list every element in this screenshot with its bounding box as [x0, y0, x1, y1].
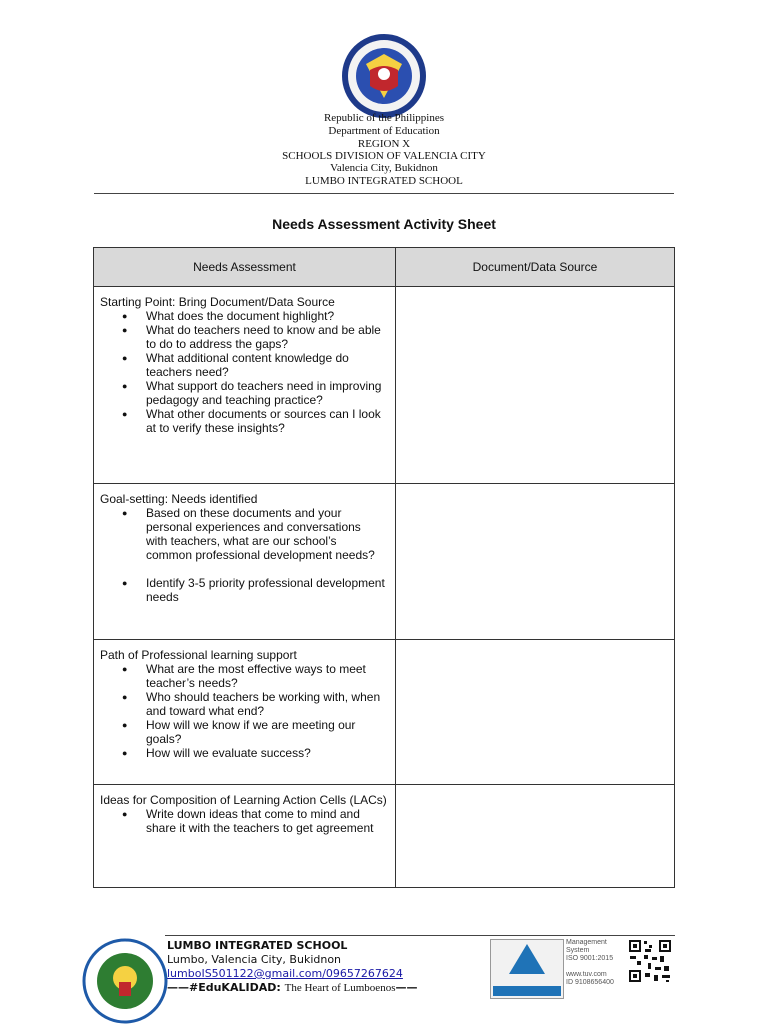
column-header-source: Document/Data Source — [396, 248, 675, 287]
header-division: SCHOOLS DIVISION OF VALENCIA CITY — [282, 150, 486, 162]
row-title: Starting Point: Bring Document/Data Source — [100, 295, 335, 309]
header-school: LUMBO INTEGRATED SCHOOL — [305, 175, 463, 187]
table-row — [94, 640, 675, 785]
list-item: ● What do teachers need to know and be able to do to address the gaps? — [146, 323, 389, 351]
data-source-cell[interactable] — [396, 287, 675, 484]
data-source-cell[interactable] — [396, 484, 675, 640]
needs-cell — [94, 785, 396, 888]
tuv-certification-logo — [490, 939, 564, 999]
row-title: Path of Professional learning support — [100, 648, 297, 662]
column-header-needs: Needs Assessment — [94, 248, 396, 287]
page-title: Needs Assessment Activity Sheet — [272, 216, 496, 232]
qr-code-icon — [628, 939, 672, 983]
header-divider — [94, 193, 674, 194]
tuv-triangle-icon — [509, 944, 545, 974]
footer-address: Lumbo, Valencia City, Bukidnon — [167, 953, 342, 966]
question-list — [100, 506, 389, 562]
school-logo-icon — [82, 938, 168, 1024]
cert-line: ISO 9001:2015 — [566, 955, 614, 962]
needs-assessment-table — [93, 247, 675, 888]
list-item: ● What additional content knowledge do teachers need? — [146, 351, 389, 379]
header-city: Valencia City, Bukidnon — [330, 162, 438, 174]
list-item: ● Identify 3-5 priority professional development needs — [146, 576, 389, 604]
header-department: Department of Education — [328, 125, 440, 137]
question-list — [100, 576, 389, 604]
motto-text: The Heart of Lumboenos — [284, 982, 396, 994]
deped-seal-icon — [340, 32, 428, 120]
list-item: ● Who should teachers be working with, when and toward what end? — [146, 690, 389, 718]
footer-contact-block — [167, 939, 417, 995]
footer-school-name: LUMBO INTEGRATED SCHOOL — [167, 939, 348, 952]
row-title: Goal-setting: Needs identified — [100, 492, 258, 506]
table-row — [94, 484, 675, 640]
list-item: ● What support do teachers need in improving pedagogy and teaching practice? — [146, 379, 389, 407]
list-item: ● How will we know if we are meeting our goals? — [146, 718, 389, 746]
needs-cell — [94, 287, 396, 484]
cert-line: www.tuv.com — [566, 971, 607, 978]
needs-cell — [94, 640, 396, 785]
table-row — [94, 287, 675, 484]
header-region: REGION X — [357, 138, 411, 150]
needs-cell — [94, 484, 396, 640]
table-header-row — [94, 248, 675, 287]
header-republic: Republic of the Philippines — [323, 112, 445, 124]
data-source-cell[interactable] — [396, 785, 675, 888]
footer-contact-link[interactable]: lumboIS501122@gmail.com/09657267624 — [167, 967, 403, 980]
list-item: ● What other documents or sources can I look at to verify these insights? — [146, 407, 389, 435]
row-title: Ideas for Composition of Learning Action Cells (LACs) — [100, 793, 387, 807]
cert-line: System — [566, 947, 590, 954]
footer-divider — [165, 935, 675, 936]
table-row — [94, 785, 675, 888]
iso-certification-text — [566, 939, 614, 987]
cert-line: Management — [566, 939, 607, 946]
tuv-certified-bar — [493, 986, 561, 996]
cert-line: ID 9108656400 — [566, 979, 614, 986]
list-item: ● What does the document highlight? — [146, 309, 389, 323]
list-item: ● Based on these documents and your personal experiences and conversations with teachers, what are our school’s common professional development needs? — [146, 506, 389, 562]
question-list — [100, 309, 389, 435]
data-source-cell[interactable] — [396, 640, 675, 785]
list-item: ● How will we evaluate success? — [146, 746, 389, 760]
question-list — [100, 807, 389, 835]
list-item: ● What are the most effective ways to meet teacher’s needs? — [146, 662, 389, 690]
footer-motto: ——#EduKALIDAD: The Heart of Lumboenos—— — [167, 981, 418, 994]
motto-tag: #EduKALIDAD: — [189, 981, 281, 994]
question-list — [100, 662, 389, 760]
list-item: ● Write down ideas that come to mind and share it with the teachers to get agreement — [146, 807, 389, 835]
